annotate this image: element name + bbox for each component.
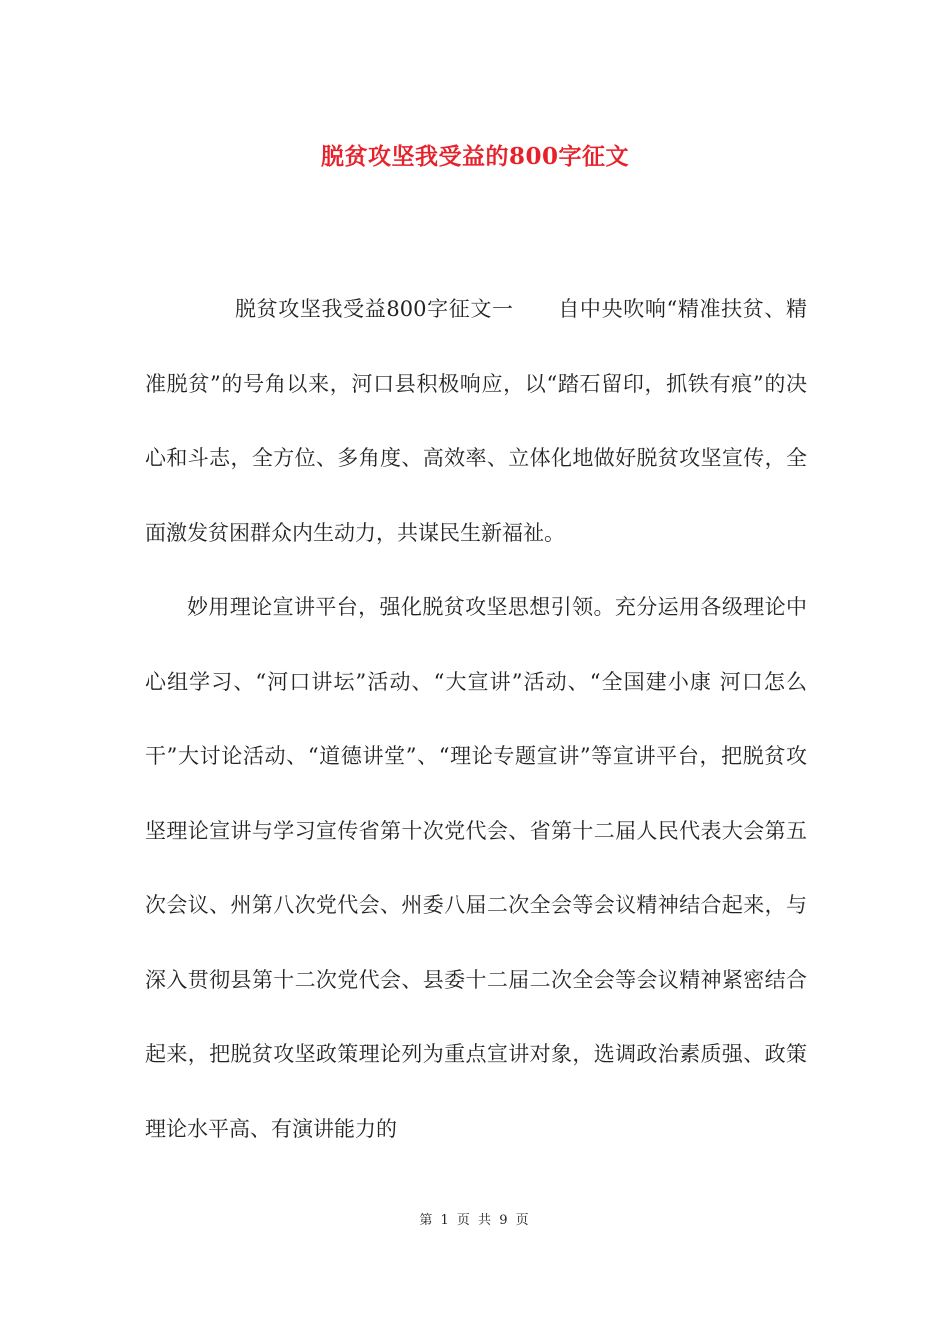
paragraph-1-body: 自中央吹响“精准扶贫、精准脱贫”的号角以来，河口县积极响应，以“踏石留印，抓铁有痕”的决心和斗志，全方位、多角度、高效率、立体化地做好脱贫攻坚宣传，全面激发贫困群众内生动力，共谋民生新福祉。 (145, 297, 807, 545)
page-number: 第 1 页 共 9 页 (419, 1213, 531, 1228)
paragraph-2: 妙用理论宣讲平台，强化脱贫攻坚思想引领。充分运用各级理论中心组学习、“河口讲坛”活动、“大宣讲”活动、“全国建小康 河口怎么干”大讨论活动、“道德讲堂”、“理论专题宣讲”等宣讲平台，把脱贫攻坚理论宣讲与学习宣传省第十次党代会、省第十二届人民代表大会第五次会议、州第八次党代会、州委八届二次全会等会议精神结合起来，与深入贯彻县第十二次党代会、县委十二届二次全会等会议精神紧密结合起来，把脱贫攻坚政策理论列为重点宣讲对象，选调政治素质强、政策理论水平高、有演讲能力的 (145, 595, 807, 1141)
paragraph-1 (145, 272, 807, 570)
document-body (145, 272, 807, 1166)
paragraph-1-lead: 脱贫攻坚我受益800字征文一 (235, 297, 514, 321)
document-title: 脱贫攻坚我受益的800字征文 (320, 143, 629, 170)
